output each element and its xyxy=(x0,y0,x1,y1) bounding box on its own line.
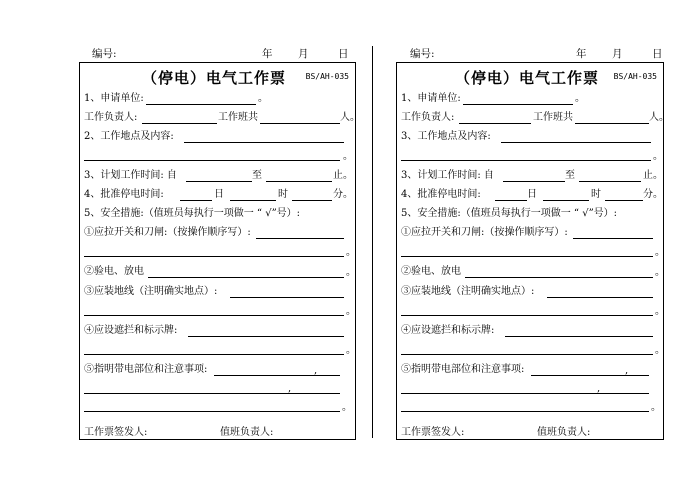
period: 。 xyxy=(575,93,585,104)
end-label: 止。 xyxy=(333,170,353,181)
outage-time-label: 4、批准停电时间: xyxy=(401,189,481,200)
to-label: 至 xyxy=(565,170,575,181)
period: 。 xyxy=(655,306,665,317)
outage-month-field[interactable] xyxy=(495,200,527,201)
period: 。 xyxy=(655,267,665,278)
planned-time-label: 3、计划工作时间: 自 xyxy=(401,170,494,181)
switches-field[interactable] xyxy=(256,238,344,239)
to-label: 至 xyxy=(252,170,262,181)
work-location-field[interactable] xyxy=(501,142,651,143)
period: 。 xyxy=(258,93,268,104)
year-label: 年 xyxy=(576,48,587,60)
period: 。 xyxy=(346,247,356,258)
outage-day-field[interactable] xyxy=(543,200,589,201)
work-leader-label: 工作负责人: xyxy=(84,112,138,123)
barriers-field[interactable] xyxy=(188,336,344,337)
planned-end-field[interactable] xyxy=(579,181,641,182)
issuer-signature-label: 工作票签发人: xyxy=(401,427,465,438)
work-ticket-right xyxy=(350,0,700,494)
planned-time-label: 3、计划工作时间: 自 xyxy=(84,170,177,181)
period: 。 xyxy=(346,345,356,356)
hour-unit: 时 xyxy=(278,189,288,200)
period: 。 xyxy=(343,151,353,162)
applicant-unit-field[interactable] xyxy=(146,104,256,105)
ground-wire-field[interactable] xyxy=(230,297,344,298)
safety-measures-label: 5、安全措施:（值班员每执行一项做一 “ √”号）: xyxy=(84,208,301,219)
ticket-form-box xyxy=(396,62,669,440)
comma: , xyxy=(625,365,629,376)
work-location-field-2[interactable] xyxy=(401,160,651,161)
crew-count-label: 工作班共 xyxy=(533,112,573,123)
day-unit: 日 xyxy=(527,189,537,200)
voltage-check-label: ②验电、放电 xyxy=(401,266,461,277)
switches-field-2[interactable] xyxy=(401,256,653,257)
crew-count-field[interactable] xyxy=(260,123,340,124)
voltage-check-field[interactable] xyxy=(465,277,653,278)
document-code: BS/AH-035 xyxy=(613,72,657,81)
day-label: 日 xyxy=(338,48,349,60)
barriers-label: ④应设遮拦和标示牌: xyxy=(401,325,495,336)
minute-unit: 分。 xyxy=(333,189,353,200)
duty-chief-signature-label: 值班负责人: xyxy=(220,427,274,438)
live-parts-field-2[interactable] xyxy=(401,393,649,394)
applicant-unit-label: 1、申请单位: xyxy=(401,93,461,104)
minute-unit: 分。 xyxy=(643,189,663,200)
period: 。 xyxy=(655,247,665,258)
ticket-title: （停电）电气工作票 xyxy=(455,69,600,87)
outage-hour-field[interactable] xyxy=(605,200,643,201)
work-leader-field[interactable] xyxy=(142,123,217,124)
period: 。 xyxy=(651,402,661,413)
live-parts-field-3[interactable] xyxy=(401,411,649,412)
work-location-field[interactable] xyxy=(184,142,344,143)
live-parts-field-3[interactable] xyxy=(84,411,340,412)
outage-time-label: 4、批准停电时间: xyxy=(84,189,164,200)
work-location-label: 2、工作地点及内容: xyxy=(84,131,174,142)
day-unit: 日 xyxy=(214,189,224,200)
live-parts-field[interactable] xyxy=(214,375,340,376)
live-parts-label: ⑤指明带电部位和注意事项: xyxy=(84,364,208,375)
outage-hour-field[interactable] xyxy=(292,200,332,201)
comma: , xyxy=(597,383,601,394)
planned-end-field[interactable] xyxy=(266,181,332,182)
barriers-label: ④应设遮拦和标示牌: xyxy=(84,325,178,336)
planned-start-field[interactable] xyxy=(186,181,252,182)
outage-day-field[interactable] xyxy=(230,200,276,201)
barriers-field-2[interactable] xyxy=(84,354,344,355)
period: 。 xyxy=(653,151,663,162)
work-leader-label: 工作负责人: xyxy=(401,112,455,123)
switches-field-2[interactable] xyxy=(84,256,344,257)
period: 。 xyxy=(655,345,665,356)
applicant-unit-field[interactable] xyxy=(463,104,573,105)
comma: , xyxy=(314,365,318,376)
safety-measures-label: 5、安全措施:（值班员每执行一项做一 “ √”号）: xyxy=(401,208,618,219)
switches-label: ①应拉开关和刀闸:（按操作顺序写）: xyxy=(84,227,251,238)
crew-count-label: 工作班共 xyxy=(218,112,258,123)
voltage-check-label: ②验电、放电 xyxy=(84,266,144,277)
work-leader-field[interactable] xyxy=(459,123,531,124)
live-parts-label: ⑤指明带电部位和注意事项: xyxy=(401,364,525,375)
barriers-field-2[interactable] xyxy=(401,354,653,355)
live-parts-field[interactable] xyxy=(531,375,649,376)
ticket-form-box xyxy=(79,62,360,440)
switches-field[interactable] xyxy=(573,238,653,239)
hour-unit: 时 xyxy=(591,189,601,200)
comma: , xyxy=(288,383,292,394)
ground-wire-label: ③应装地线（注明确实地点）: xyxy=(84,286,218,297)
period: 。 xyxy=(346,306,356,317)
work-location-field-2[interactable] xyxy=(84,160,340,161)
document-code: BS/AH-035 xyxy=(305,72,349,81)
barriers-field[interactable] xyxy=(505,336,653,337)
switches-label: ①应拉开关和刀闸:（按操作顺序写）: xyxy=(401,227,568,238)
month-label: 月 xyxy=(612,48,623,60)
period: 。 xyxy=(342,402,352,413)
issuer-signature-label: 工作票签发人: xyxy=(84,427,148,438)
ground-wire-field[interactable] xyxy=(547,297,653,298)
period: 。 xyxy=(346,267,356,278)
year-label: 年 xyxy=(262,48,273,60)
month-label: 月 xyxy=(298,48,309,60)
work-location-label: 3、工作地点及内容: xyxy=(401,131,491,142)
applicant-unit-label: 1、申请单位: xyxy=(84,93,144,104)
ground-wire-field-2[interactable] xyxy=(401,315,653,316)
ground-wire-label: ③应装地线（注明确实地点）: xyxy=(401,286,535,297)
outage-month-field[interactable] xyxy=(180,200,212,201)
serial-no-label: 编号: xyxy=(92,48,117,60)
planned-start-field[interactable] xyxy=(503,181,565,182)
voltage-check-field[interactable] xyxy=(148,277,344,278)
day-label: 日 xyxy=(652,48,663,60)
duty-chief-signature-label: 值班负责人: xyxy=(537,427,591,438)
end-label: 止。 xyxy=(643,170,663,181)
live-parts-field-2[interactable] xyxy=(84,393,340,394)
ticket-title: （停电）电气工作票 xyxy=(142,69,287,87)
person-unit: 人。 xyxy=(340,112,360,123)
ground-wire-field-2[interactable] xyxy=(84,315,344,316)
serial-no-label: 编号: xyxy=(410,48,435,60)
crew-count-field[interactable] xyxy=(575,123,649,124)
person-unit: 人。 xyxy=(649,112,669,123)
